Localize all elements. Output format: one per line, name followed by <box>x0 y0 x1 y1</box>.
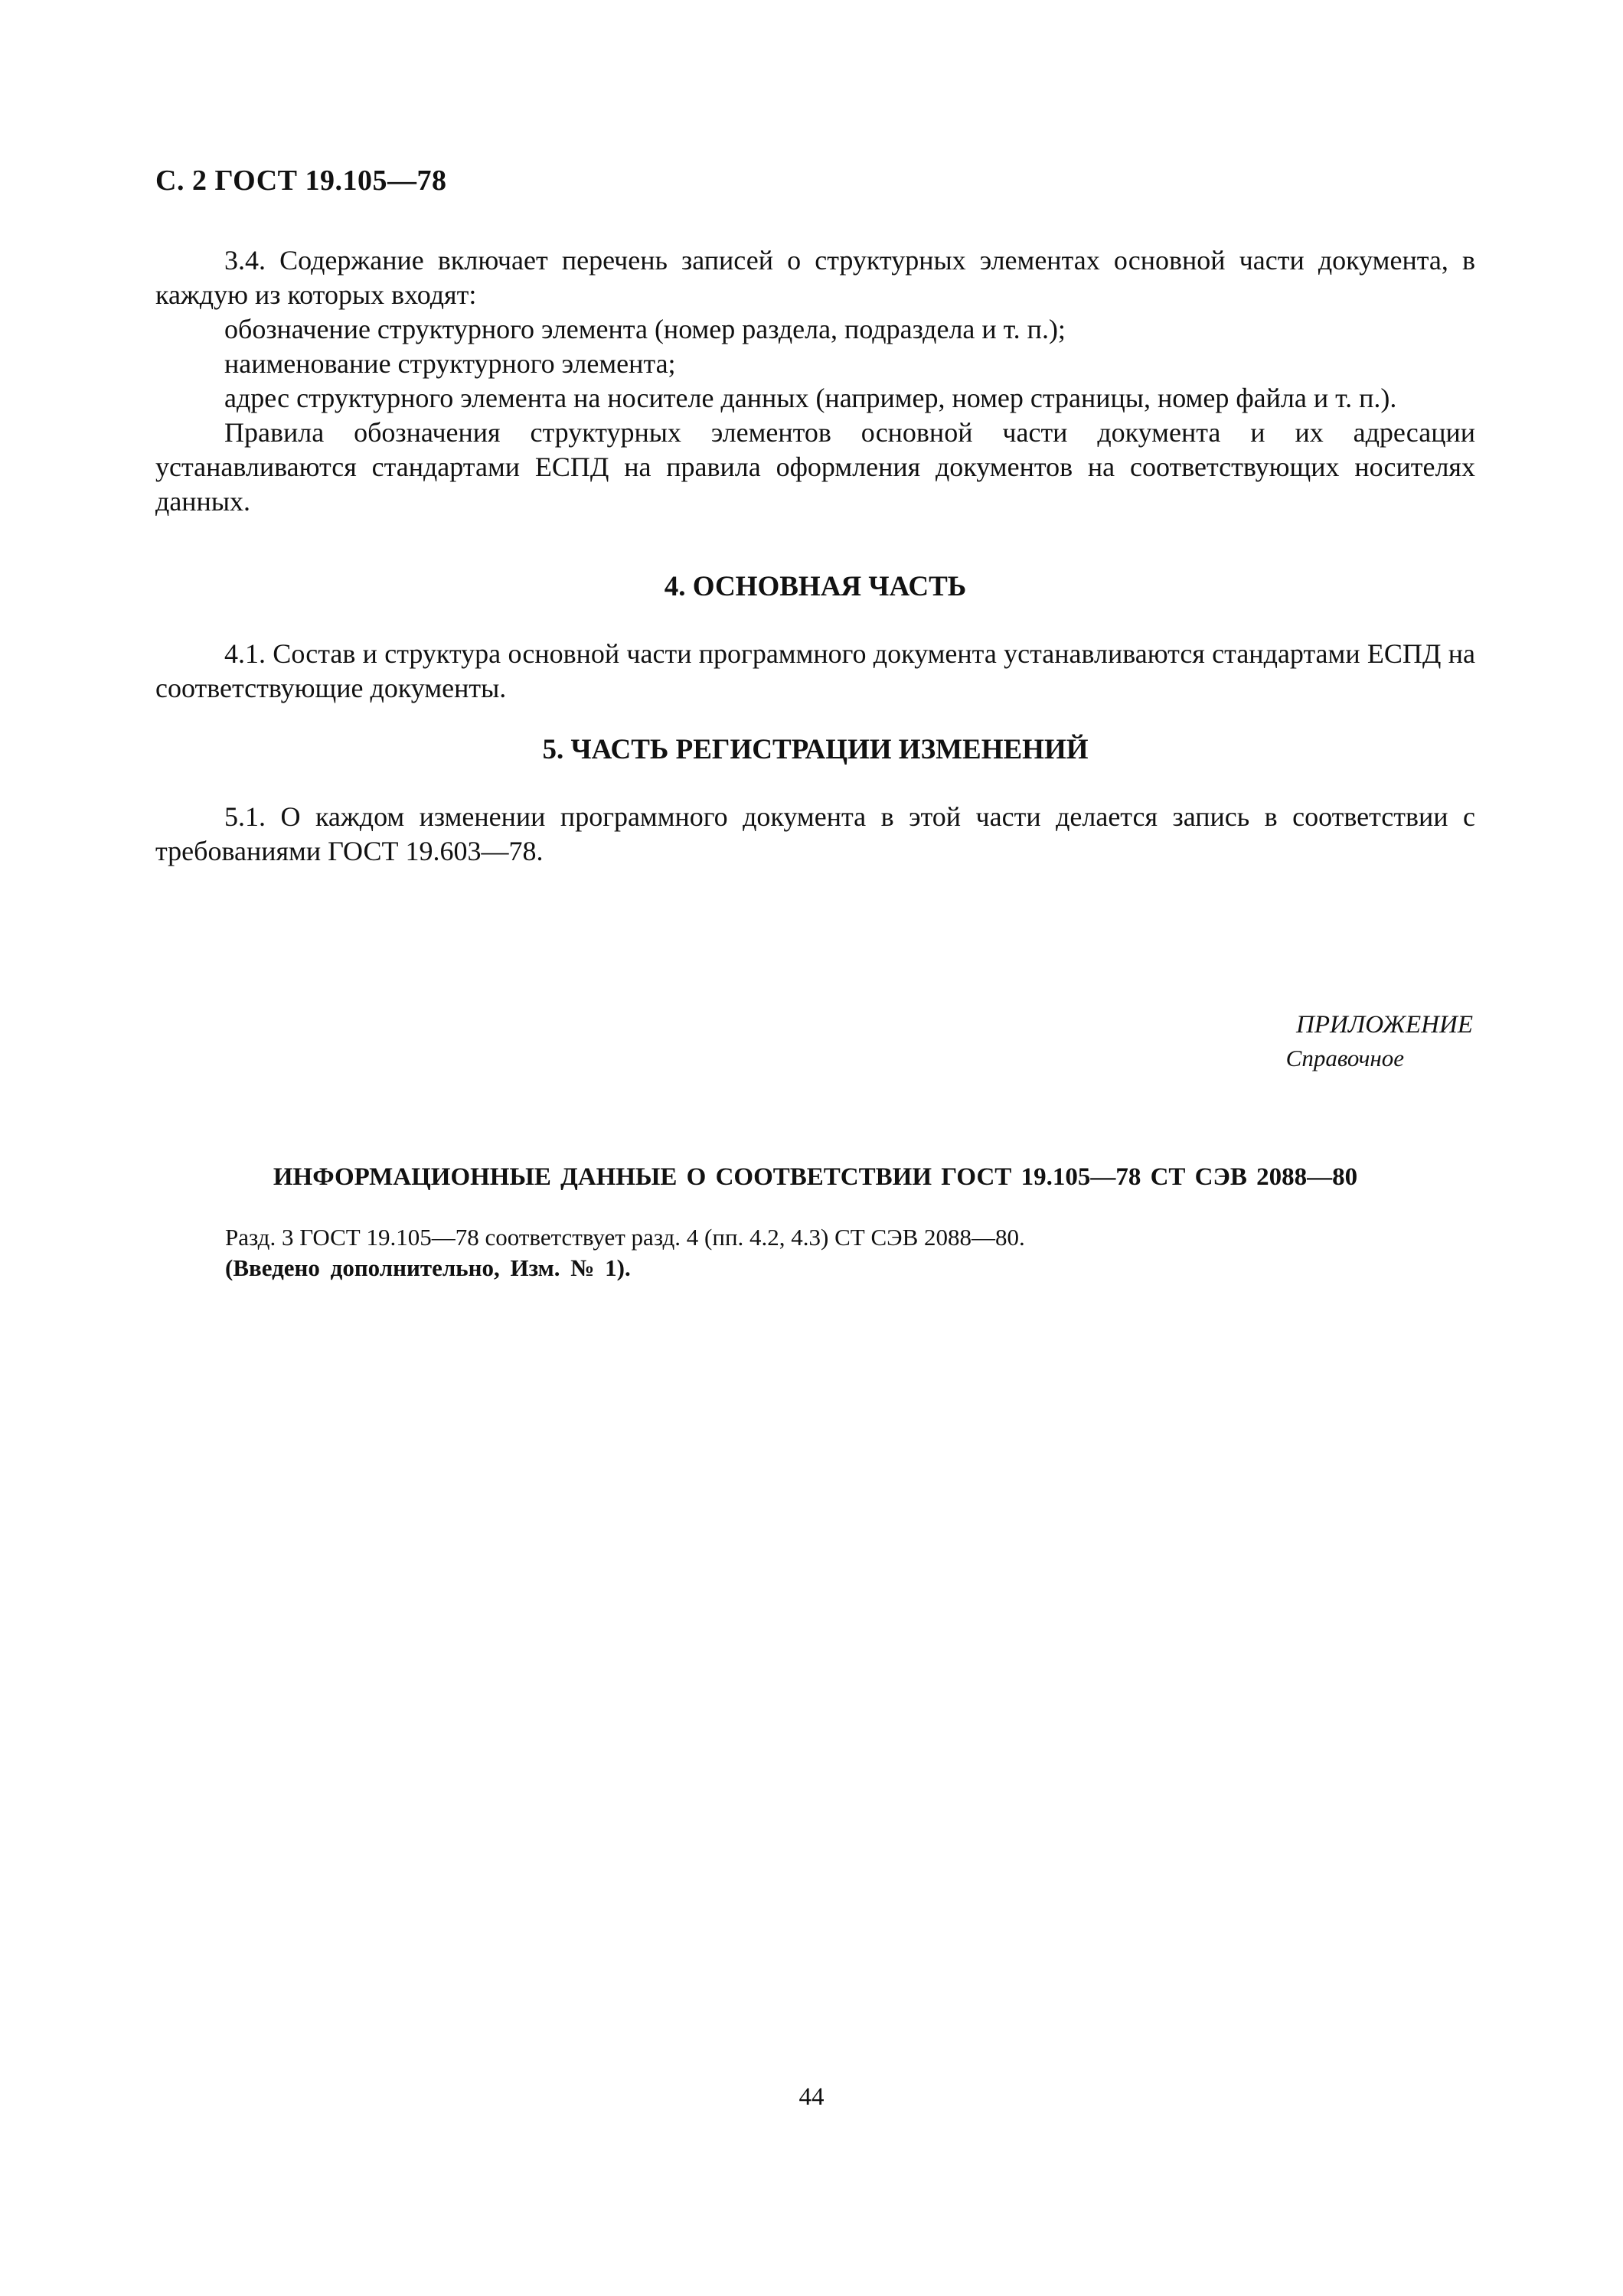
list-item: наименование структурного элемента; <box>224 348 676 379</box>
paragraph-rules: Правила обозначения структурных элементов основной части документа и их адресации устанавливаются стандартами ЕСПД на правила оформления документов на соответствующих носителях данных. <box>155 417 1475 517</box>
appendix-text <box>225 1222 1450 1283</box>
page-header: С. 2 ГОСТ 19.105—78 <box>155 165 447 197</box>
section-4-text <box>155 637 1475 706</box>
list-item: адрес структурного элемента на носителе данных (например, номер страницы, номер файла и т. п.). <box>224 383 1397 413</box>
page-number: 44 <box>798 2083 825 2111</box>
list-item: обозначение структурного элемента (номер раздела, подраздела и т. п.); <box>224 314 1066 344</box>
paragraph-4-1: 4.1. Состав и структура основной части программного документа устанавливаются стандартами ЕСПД на соответствующие документы. <box>155 638 1475 703</box>
appendix-label-block <box>1286 1008 1473 1075</box>
paragraph-5-1: 5.1. О каждом изменении программного документа в этой части делается запись в соответствии с требованиями ГОСТ 19.603—78. <box>155 801 1475 866</box>
appendix-line-2: (Введено дополнительно, Изм. № 1). <box>225 1254 631 1281</box>
section-5-text <box>155 800 1475 869</box>
appendix-label: ПРИЛОЖЕНИЕ <box>1296 1011 1473 1039</box>
appendix-line-1: Разд. 3 ГОСТ 19.105—78 соответствует разд. 4 (пп. 4.2, 4.3) СТ СЭВ 2088—80. <box>225 1224 1025 1251</box>
section-4-heading: 4. ОСНОВНАЯ ЧАСТЬ <box>664 571 967 602</box>
paragraph-3-4: 3.4. Содержание включает перечень записей о структурных элементах основной части документа, в каждую из которых входят: <box>155 245 1475 310</box>
appendix-title: ИНФОРМАЦИОННЫЕ ДАННЫЕ О СООТВЕТСТВИИ ГОСТ 19.105—78 СТ СЭВ 2088—80 <box>273 1163 1358 1191</box>
appendix-sublabel: Справочное <box>1285 1045 1404 1071</box>
section-5-heading: 5. ЧАСТЬ РЕГИСТРАЦИИ ИЗМЕНЕНИЙ <box>542 734 1089 765</box>
section-3-text <box>155 243 1475 519</box>
